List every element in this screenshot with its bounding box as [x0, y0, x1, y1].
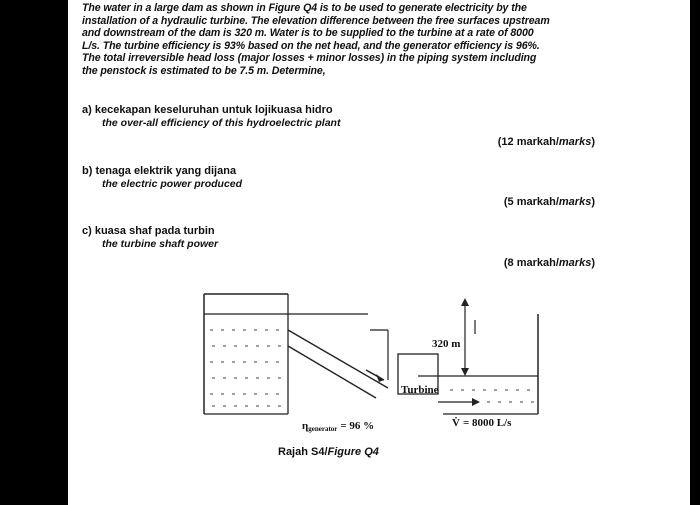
question-malay: tenaga elektrik yang dijana: [95, 165, 237, 177]
problem-statement: [82, 2, 642, 78]
marks-text: (5 markah/: [503, 196, 559, 208]
marks-close: ): [591, 257, 595, 269]
eta-subscript: generator: [308, 425, 338, 433]
exam-page: [68, 0, 690, 505]
intro-line: the penstock is estimated to be 7.5 m. Determine,: [82, 64, 326, 77]
upstream-reservoir: [204, 294, 368, 414]
question-malay: kuasa shaf pada turbin: [94, 225, 215, 237]
question-label: b): [82, 165, 93, 177]
intro-line: installation of a hydraulic turbine. The elevation difference between the free surfaces upstream: [82, 14, 550, 27]
flow-symbol: V̇: [452, 417, 460, 429]
marks-b: [504, 196, 595, 208]
intro-line: L/s. The turbine efficiency is 93% based on the net head, and the generator efficiency is 96%.: [82, 39, 540, 52]
marks-italic: marks: [558, 257, 592, 269]
elevation-arrow: [461, 298, 475, 376]
question-malay: kecekapan keseluruhan untuk lojikuasa hidro: [94, 104, 333, 116]
question-english: the over-all efficiency of this hydroelectric plant: [102, 117, 341, 129]
marks-close: ): [591, 196, 595, 208]
penstock-pipe: [288, 330, 388, 398]
intro-line: and downstream of the dam is 320 m. Water is to be supplied to the turbine at a rate of 8000: [82, 27, 534, 40]
question-c: [82, 225, 218, 251]
flow-rate: [452, 416, 512, 429]
question-a: [82, 104, 340, 130]
dam-turbine-diagram: [198, 290, 548, 440]
flow-value: = 8000 L/s: [462, 417, 512, 429]
marks-text: (8 markah/: [503, 257, 559, 269]
intro-line: The water in a large dam as shown in Figure Q4 is to be used to generate electricity by the: [82, 2, 527, 14]
question-english: the electric power produced: [102, 178, 243, 190]
figure-caption: [278, 446, 379, 458]
marks-c: [504, 257, 595, 269]
marks-italic: marks: [558, 196, 592, 208]
caption-malay: Rajah S4/: [278, 446, 328, 458]
question-b: [82, 165, 242, 191]
marks-text: (12 markah/: [497, 136, 559, 148]
turbine-label: Turbine: [401, 384, 439, 396]
marks-a: [498, 136, 595, 148]
question-label: c): [82, 225, 92, 237]
marks-italic: marks: [558, 136, 592, 148]
intro-line: The total irreversible head loss (major losses + minor losses) in the piping system including: [82, 52, 537, 65]
downstream-reservoir: [418, 314, 538, 414]
eta-symbol: η: [302, 420, 309, 432]
question-english: the turbine shaft power: [102, 238, 219, 250]
caption-english: Figure Q4: [327, 446, 379, 458]
generator-efficiency: [302, 420, 374, 433]
marks-close: ): [591, 136, 595, 148]
question-label: a): [82, 104, 92, 116]
height-label: 320 m: [432, 338, 461, 350]
eta-value: = 96 %: [340, 420, 375, 432]
